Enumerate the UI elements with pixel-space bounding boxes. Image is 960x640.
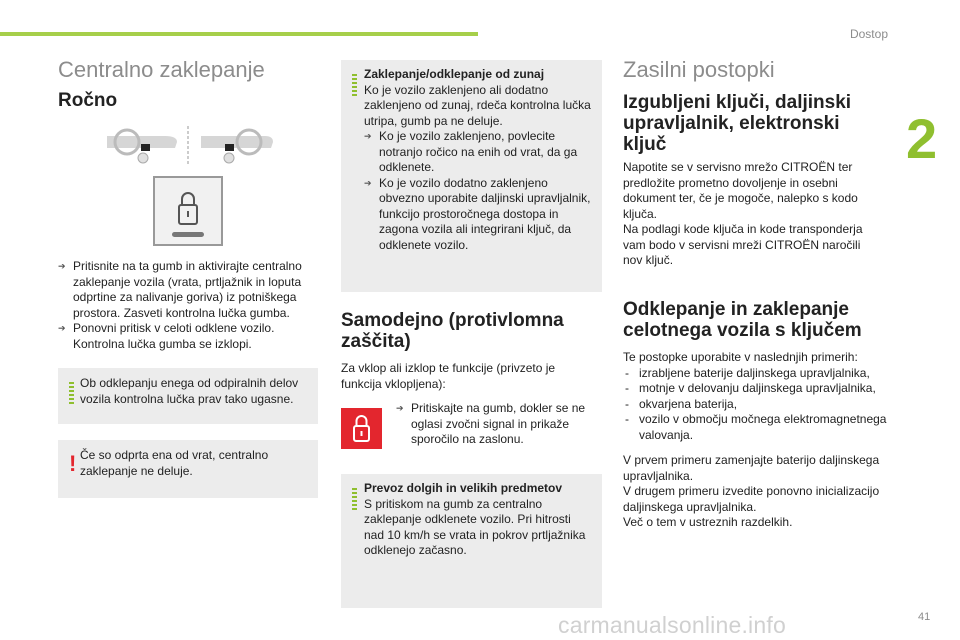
info-box-long-objects — [341, 474, 602, 608]
padlock-icon — [341, 408, 382, 449]
key-locking-text — [623, 350, 888, 531]
paragraph: Več o tem v ustreznih razdelkih. — [623, 515, 793, 529]
warning-exclamation-icon: ! — [69, 451, 77, 476]
list-item: - izrabljene baterije daljinskega upravljalnika, — [623, 366, 888, 382]
list-item: ➔ Pritisnite na ta gumb in aktivirajte centralno zaklepanje vozila (vrata, prtljažnik in loputa odprtine za nalivanje goriva) iz potniškega prostora. Zasveti kontrolna lučka gumba. — [58, 259, 318, 321]
paragraph: V drugem primeru izvedite ponovno inicializacijo daljinskega upravljalnika. — [623, 484, 880, 514]
section-title-emergency: Zasilni postopki — [623, 57, 775, 82]
header-accent-bar — [0, 32, 478, 36]
box-text: Ko je vozilo zaklenjeno ali dodatno zaklenjeno od zunaj, rdeča kontrolna lučka utripa, gumb pa ne deluje. — [364, 82, 591, 128]
warning-box-text: Če so odprta ena od vrat, centralno zaklepanje ne deluje. — [80, 448, 269, 478]
info-box-outside-locking — [341, 60, 602, 292]
auto-lock-intro: Za vklop ali izklop te funkcije (privzeto je funkcija vklopljena): — [341, 361, 556, 391]
dashboard-illustration — [105, 122, 275, 166]
list-item: - okvarjena baterija, — [623, 397, 888, 413]
list-item: - vozilo v območju močnega elektromagnetnega valovanja. — [623, 412, 888, 443]
central-lock-button-image — [153, 176, 223, 246]
watermark: carmanualsonline.info — [558, 612, 786, 638]
list-item: ➔ Pritiskajte na gumb, dokler se ne oglasi zvočni signal in prikaže sporočilo na zaslonu. — [396, 401, 596, 448]
paragraph: Napotite se v servisno mrežo CITROËN ter predložite prometno dovoljenje in osebni dokument ter, če je mogoče, nalepko s kodo ključa. — [623, 160, 858, 221]
paragraph: Te postopke uporabite v naslednjih primerih: — [623, 350, 858, 364]
box-text: S pritiskom na gumb za centralno zaklepanje odklenete vozilo. Pri hitrosti nad 10 km/h se vrata in pokrov prtljažnika odklenejo začasno. — [364, 496, 586, 557]
list-item: ➔ Ponovni pritisk v celoti odklene vozilo. Kontrolna lučka gumba se izklopi. — [58, 321, 318, 352]
section-label: Dostop — [849, 27, 888, 41]
paragraph: V prvem primeru zamenjajte baterijo daljinskega upravljalnika. — [623, 453, 880, 483]
list-item: ➔ Ko je vozilo zaklenjeno, povlecite notranjo ročico na enih od vrat, da ga odklenete. — [364, 129, 594, 176]
section-heading-lost-keys: Izgubljeni ključi, daljinski upravljalnik, elektronski ključ — [623, 92, 852, 155]
page-number: 41 — [918, 611, 931, 623]
info-marker-icon — [69, 382, 74, 404]
chapter-number: 2 — [906, 107, 938, 170]
list-item: - motnje v delovanju daljinskega upravljalnika, — [623, 381, 888, 397]
info-marker-icon — [352, 488, 357, 510]
auto-lock-instruction — [396, 401, 596, 448]
info-box-indicator — [58, 368, 318, 424]
info-box-text: Ob odklepanju enega od odpiralnih delov vozila kontrolna lučka prav tako ugasne. — [80, 376, 299, 406]
section-heading-auto: Samodejno (protivlomna zaščita) — [341, 310, 564, 352]
info-marker-icon — [352, 74, 357, 96]
manual-lock-instructions — [58, 259, 318, 352]
page-title: Centralno zaklepanje — [58, 57, 265, 82]
list-item: ➔ Ko je vozilo dodatno zaklenjeno obvezno uporabite daljinski upravljalnik, funkcijo prostoročnega dostopa in zagona vozila ali integrirani ključ, da odklenete vozilo. — [364, 176, 594, 254]
section-heading-key-locking: Odklepanje in zaklepanje celotnega vozila s ključem — [623, 299, 862, 341]
section-heading-manual: Ročno — [58, 90, 118, 111]
warning-box-doors — [58, 440, 318, 498]
box-title: Zaklepanje/odklepanje od zunaj — [364, 67, 545, 81]
paragraph: Na podlagi kode ključa in kode transponderja vam bodo v servisni mreži CITROËN naročili nov ključ. — [623, 222, 863, 267]
box-title: Prevoz dolgih in velikih predmetov — [364, 481, 563, 495]
lost-keys-text — [623, 160, 883, 269]
padlock-icon — [155, 178, 221, 244]
